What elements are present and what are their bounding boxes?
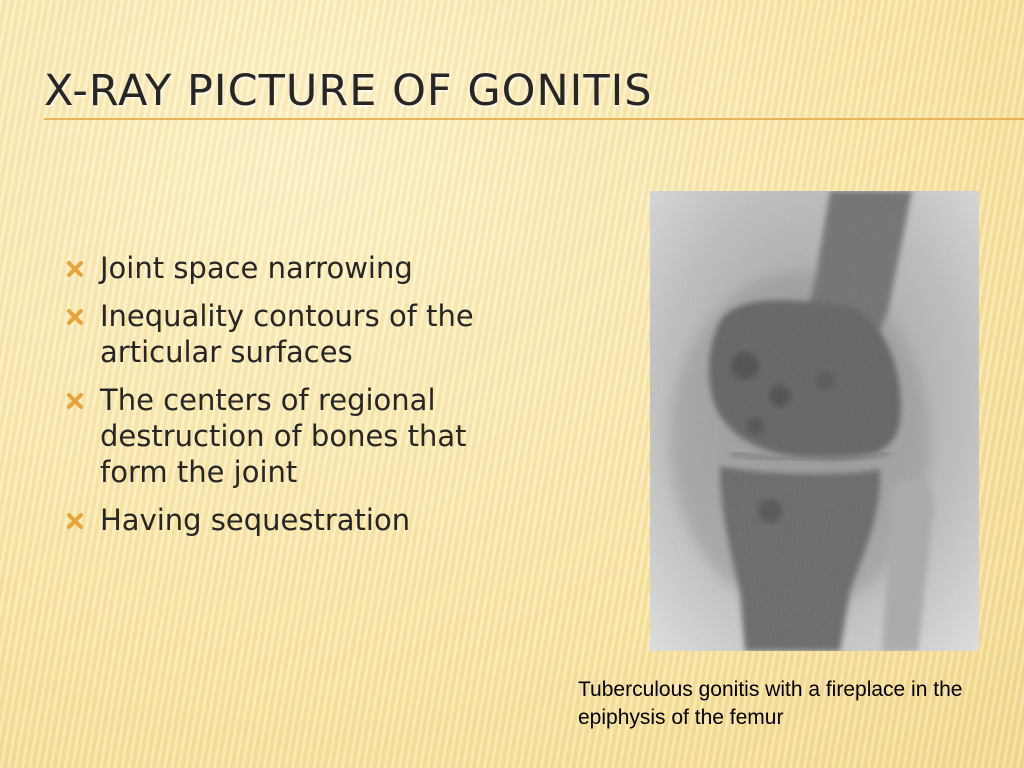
title-underline bbox=[44, 118, 1024, 120]
x-mark-bullet-icon bbox=[66, 512, 84, 530]
bullet-text: Inequality contours of the articular surfaces bbox=[100, 299, 474, 369]
slide-title: X-RAY PICTURE OF GONITIS bbox=[44, 66, 653, 116]
bullet-item bbox=[62, 250, 542, 286]
x-mark-bullet-icon bbox=[66, 260, 84, 278]
bullet-text: Having sequestration bbox=[100, 503, 411, 537]
bullet-item bbox=[62, 502, 542, 538]
x-mark-bullet-icon bbox=[66, 308, 84, 326]
bullet-item bbox=[62, 298, 542, 370]
x-mark-bullet-icon bbox=[66, 392, 84, 410]
bullet-list bbox=[62, 250, 542, 550]
xray-illustration bbox=[650, 191, 979, 651]
knee-xray-image bbox=[650, 191, 979, 651]
bullet-text: The centers of regional destruction of bones that form the joint bbox=[100, 383, 467, 489]
bullet-text: Joint space narrowing bbox=[100, 251, 413, 285]
bullet-item bbox=[62, 382, 542, 490]
image-caption: Tuberculous gonitis with a fireplace in the epiphysis of the femur bbox=[578, 678, 963, 729]
